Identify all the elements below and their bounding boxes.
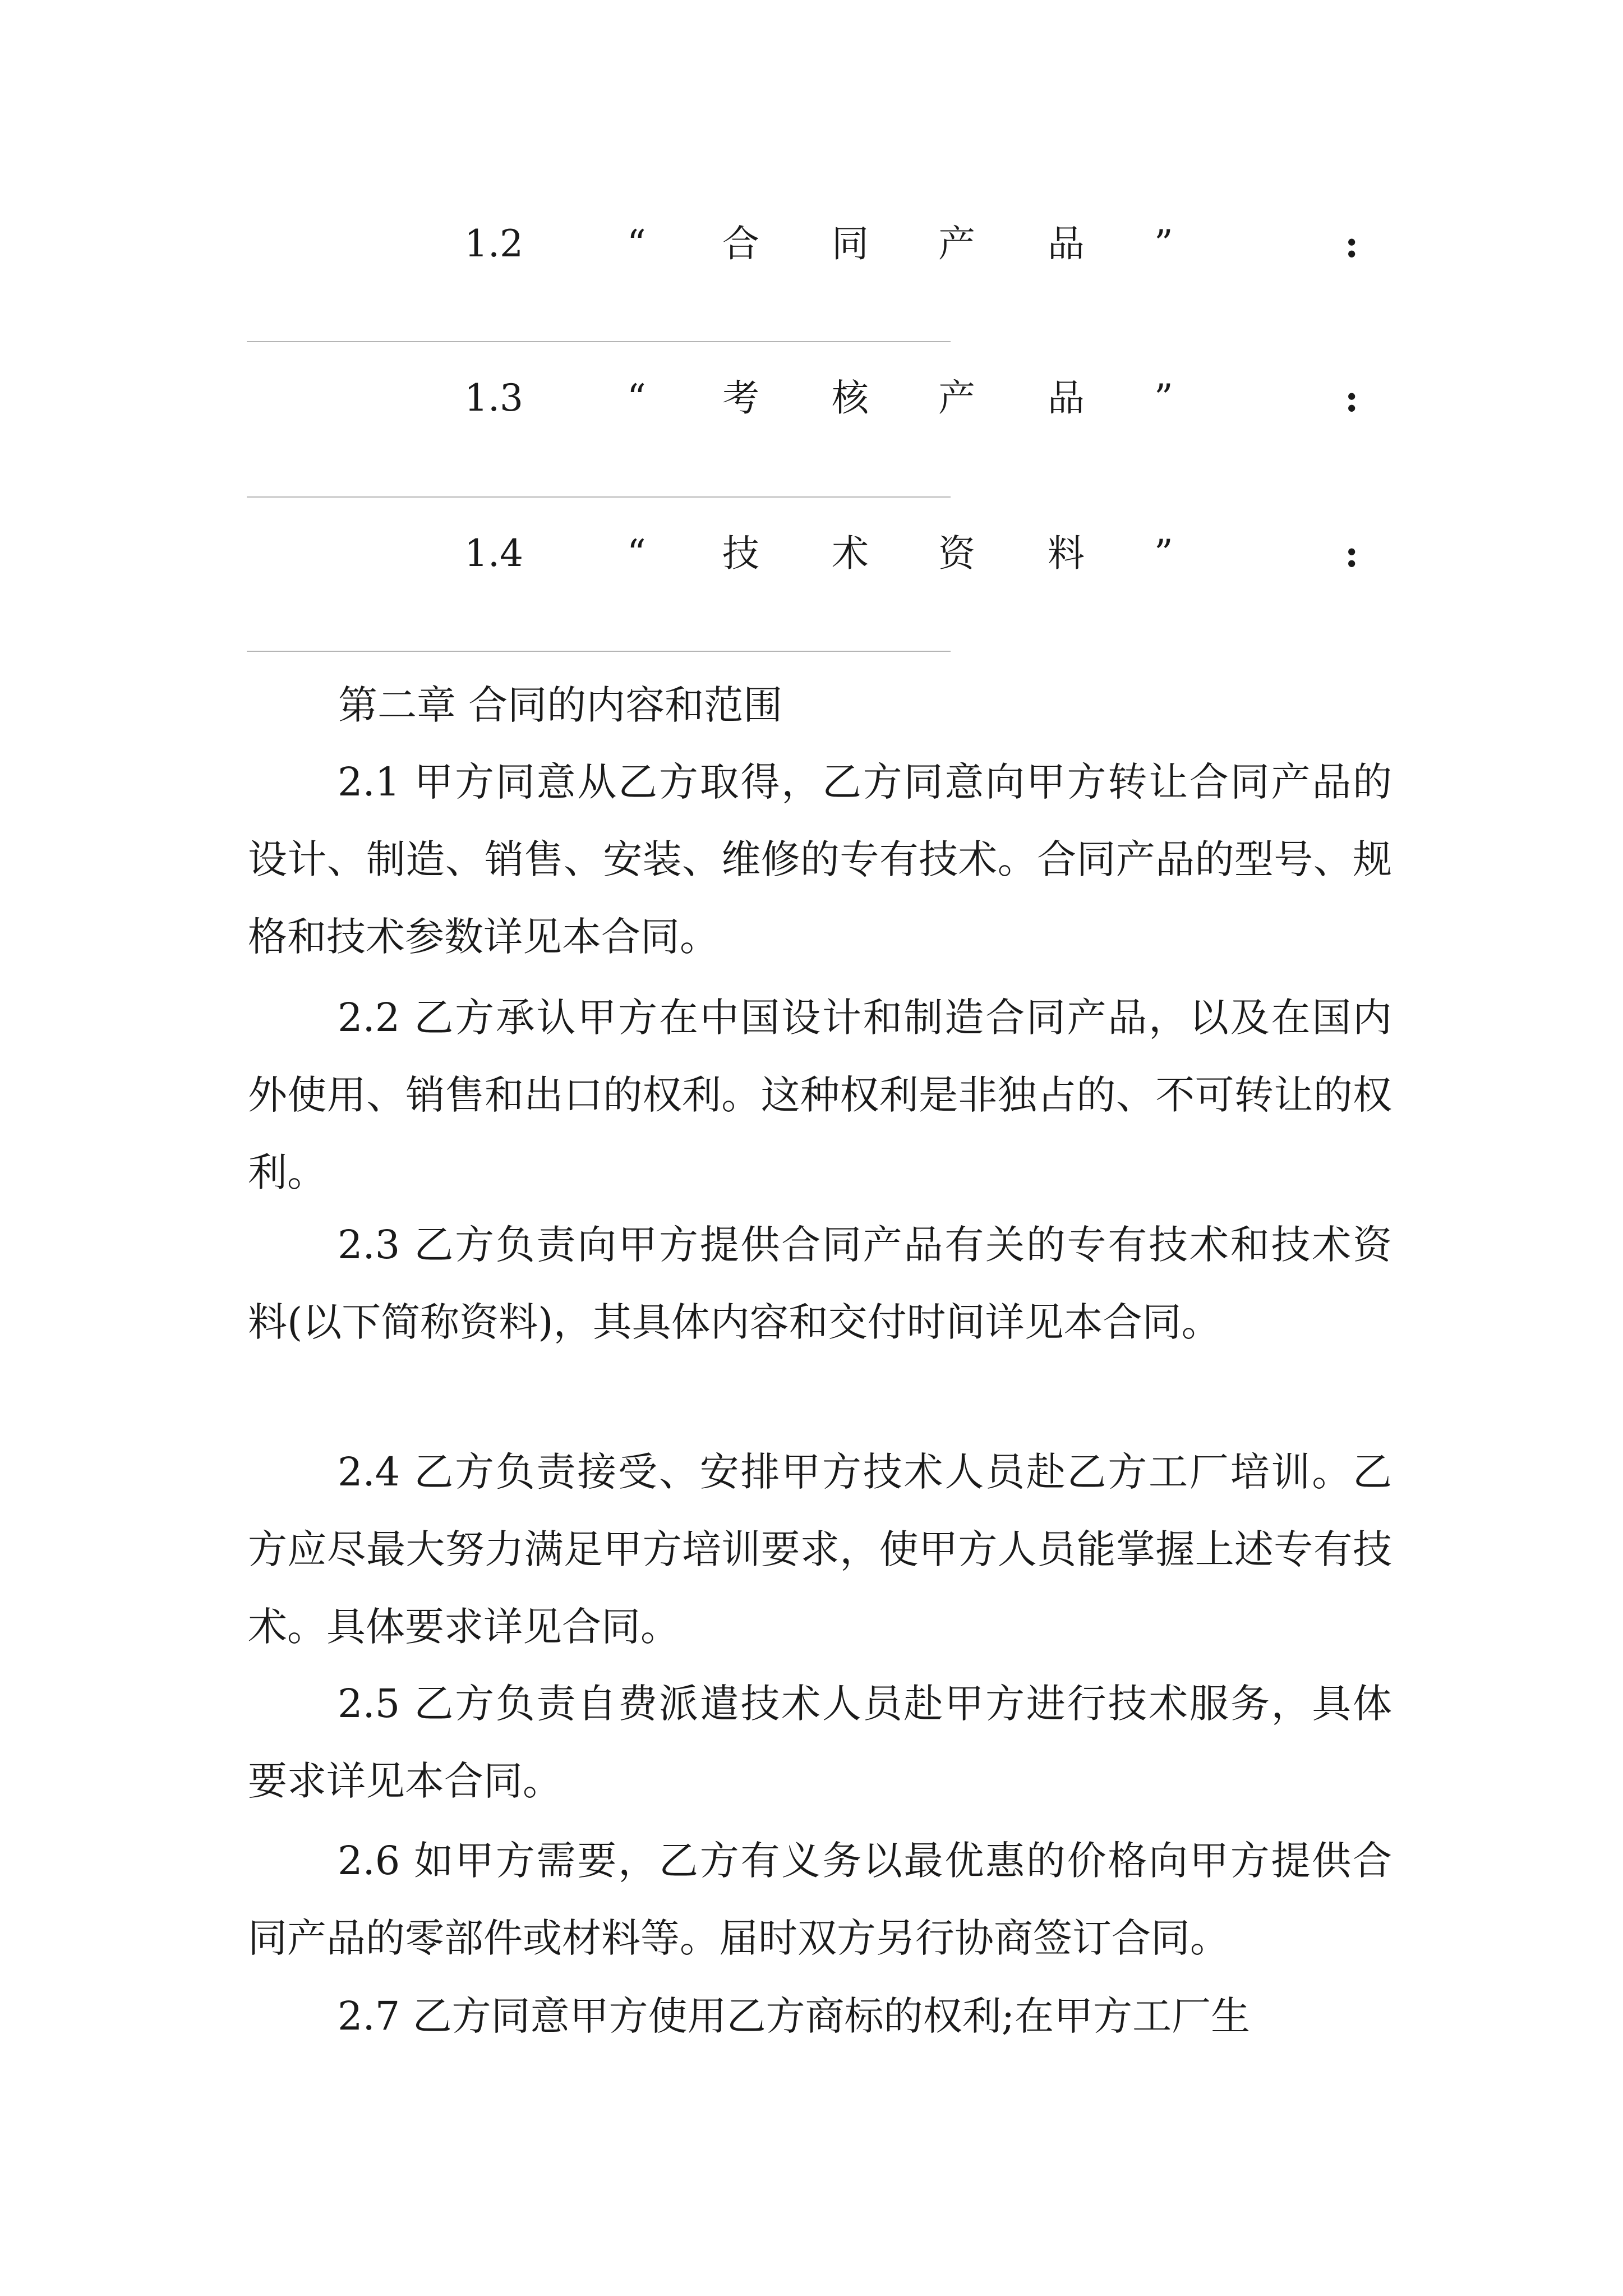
definition-colon: : <box>1345 222 1359 266</box>
definition-char: 产 <box>938 376 975 420</box>
definition-char: 技 <box>722 532 759 575</box>
fill-in-blank-line <box>247 651 951 652</box>
clause-2-7: 2.7 乙方同意甲方使用乙方商标的权利;在甲方工厂生 <box>338 1993 1251 2039</box>
definition-char: 核 <box>832 376 869 420</box>
definition-char: 资 <box>938 532 975 575</box>
definition-row-1-4 <box>464 528 1367 579</box>
fill-in-blank-line <box>247 496 951 498</box>
definition-colon: : <box>1345 532 1359 576</box>
definition-char: 同 <box>832 222 869 265</box>
clause-2-1: 2.1 甲方同意从乙方取得，乙方同意向甲方转让合同产品的设计、制造、销售、安装、维修的专有技术。合同产品的型号、规格和技术参数详见本合同。 <box>248 759 1392 960</box>
definition-char: 术 <box>832 532 869 575</box>
definition-char: 考 <box>722 376 759 420</box>
fill-in-blank-line <box>247 341 951 342</box>
clause-2-4: 2.4 乙方负责接受、安排甲方技术人员赴乙方工厂培训。乙方应尽最大努力满足甲方培训要求，使甲方人员能掌握上述专有技术。具体要求详见合同。 <box>248 1449 1392 1650</box>
definition-row-1-3 <box>464 373 1367 424</box>
definition-number: 1.2 <box>464 222 523 265</box>
clause-2-5: 2.5 乙方负责自费派遣技术人员赴甲方进行技术服务，具体要求详见本合同。 <box>248 1681 1392 1804</box>
definition-char: ” <box>1154 532 1173 575</box>
definition-char: “ <box>627 376 646 420</box>
chapter-heading: 第二章 合同的内容和范围 <box>338 682 783 728</box>
definition-number: 1.3 <box>464 376 523 420</box>
clause-2-6: 2.6 如甲方需要，乙方有义务以最优惠的价格向甲方提供合同产品的零部件或材料等。届时双方另行协商签订合同。 <box>248 1838 1392 1961</box>
definition-char: ” <box>1154 376 1173 420</box>
definition-char: 品 <box>1048 376 1085 420</box>
clause-2-2: 2.2 乙方承认甲方在中国设计和制造合同产品，以及在国内外使用、销售和出口的权利。这种权利是非独占的、不可转让的权利。 <box>248 995 1392 1195</box>
clause-2-3: 2.3 乙方负责向甲方提供合同产品有关的专有技术和技术资料(以下简称资料)，其具体内容和交付时间详见本合同。 <box>248 1222 1392 1345</box>
definition-char: 合 <box>722 222 759 265</box>
definition-char: “ <box>627 222 646 265</box>
definition-char: 品 <box>1048 222 1085 265</box>
definition-char: ” <box>1154 222 1173 265</box>
definition-char: 产 <box>938 222 975 265</box>
definition-char: 料 <box>1048 532 1085 575</box>
definition-number: 1.4 <box>464 532 523 575</box>
definition-char: “ <box>627 532 646 575</box>
definition-colon: : <box>1345 376 1359 420</box>
definition-row-1-2 <box>464 219 1367 269</box>
